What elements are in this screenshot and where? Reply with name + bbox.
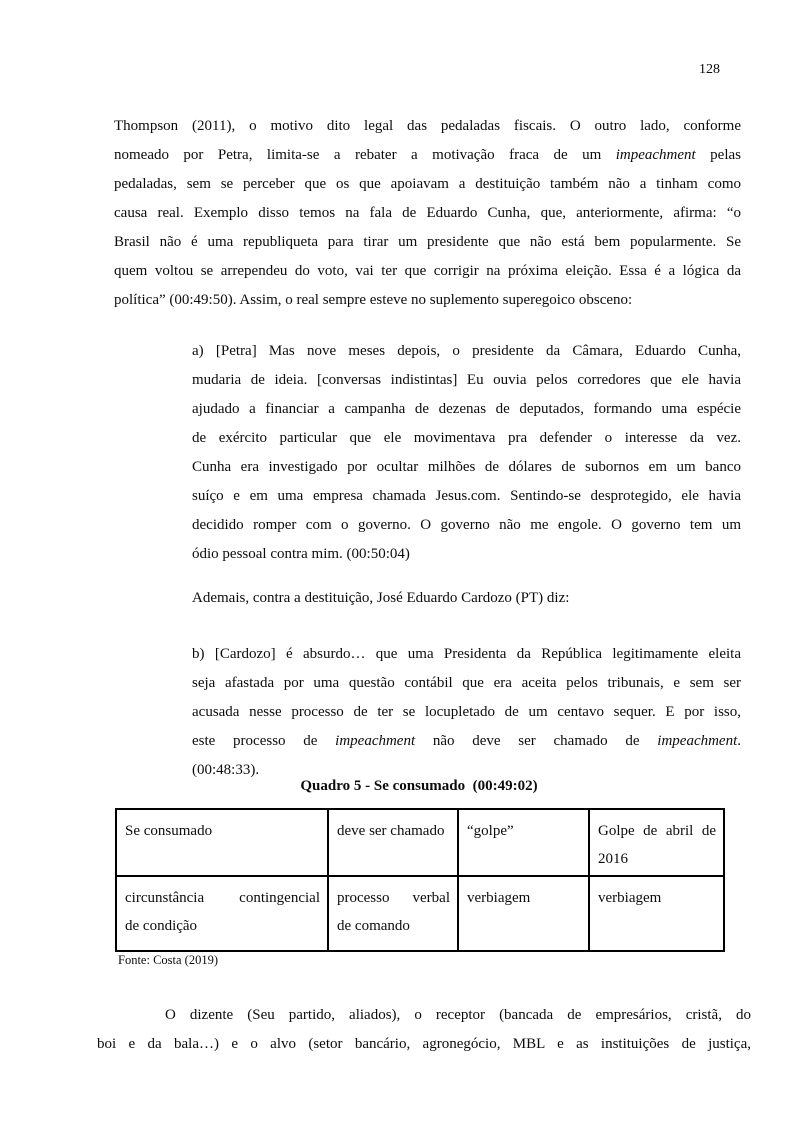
text-line: Thompson (2011), o motivo dito legal das pedaladas fiscais. O outro lado, conforme	[114, 118, 741, 134]
paragraph-ademais: Ademais, contra a destituição, José Eduardo Cardozo (PT) diz:	[192, 590, 570, 606]
text-line: política” (00:49:50). Assim, o real sempre esteve no suplemento superegoico obsceno:	[114, 292, 633, 308]
text-line: verbiagem	[598, 890, 662, 906]
table-cell	[458, 809, 589, 876]
table-cell	[458, 876, 589, 951]
text-line: a) [Petra] Mas nove meses depois, o presidente da Câmara, Eduardo Cunha,	[192, 343, 741, 359]
table-cell	[328, 809, 458, 876]
text-line: suíço e em uma empresa chamada Jesus.com. Sentindo-se desprotegido, ele havia	[192, 488, 741, 504]
text-line: Cunha era investigado por ocultar milhões de dólares de subornos em um banco	[192, 459, 741, 475]
table-cell	[589, 876, 724, 951]
text-line: seja afastada por uma questão contábil que era aceita pelos tribunais, e sem ser	[192, 675, 741, 691]
table-caption: Quadro 5 - Se consumado (00:49:02)	[300, 778, 538, 794]
content-table-wrapper	[115, 808, 725, 952]
text-line: pedaladas, sem se perceber que os que apoiavam a destituição também não a tinham como	[114, 176, 741, 192]
text-line: Brasil não é uma republiqueta para tirar um presidente que não está bem popularmente. Se	[114, 234, 741, 250]
text-line: (00:48:33).	[192, 762, 260, 778]
text-line: Se consumado	[125, 823, 213, 839]
text-line: de comando	[337, 918, 410, 934]
table-cell	[116, 809, 328, 876]
content-table	[115, 808, 725, 952]
paragraph-closing	[97, 1001, 751, 1059]
text-line: de condição	[125, 918, 198, 934]
text-line: “golpe”	[467, 823, 514, 839]
page-number: 128	[699, 62, 720, 77]
text-line: 2016	[598, 851, 628, 867]
text-line: b) [Cardozo] é absurdo… que uma Presidenta da República legitimamente eleita	[192, 646, 741, 662]
text-line: Golpe de abril de	[598, 823, 716, 839]
table-cell	[589, 809, 724, 876]
table-row	[116, 876, 724, 951]
text-line: nomeado por Petra, limita-se a rebater a motivação fraca de um impeachment pelas	[114, 147, 741, 163]
text-line: de exército particular que ele movimentava pra defender o interesse da vez.	[192, 430, 741, 446]
text-line: ódio pessoal contra mim. (00:50:04)	[192, 546, 410, 562]
source-note: Fonte: Costa (2019)	[118, 953, 218, 967]
text-line: acusada nesse processo de ter se locupletado de um centavo sequer. E por isso,	[192, 704, 741, 720]
text-line: decidido romper com o governo. O governo não me engole. O governo tem um	[192, 517, 741, 533]
text-line: boi e da bala…) e o alvo (setor bancário, agronegócio, MBL e as instituições de justiça,	[97, 1036, 751, 1052]
block-quote-a	[192, 337, 741, 569]
table-row	[116, 809, 724, 876]
text-line: ajudado a financiar a campanha de dezenas de deputados, formando uma espécie	[192, 401, 741, 417]
table-cell	[328, 876, 458, 951]
paragraph-main	[114, 112, 741, 315]
text-line: este processo de impeachment não deve ser chamado de impeachment.	[192, 733, 742, 749]
text-line: O dizente (Seu partido, aliados), o receptor (bancada de empresários, cristã, do	[165, 1007, 751, 1023]
block-quote-b	[192, 640, 741, 785]
text-line: verbiagem	[467, 890, 531, 906]
text-line: processo verbal	[337, 890, 450, 906]
text-line: circunstância contingencial	[125, 890, 320, 906]
text-line: deve ser chamado	[337, 823, 445, 839]
text-line: causa real. Exemplo disso temos na fala de Eduardo Cunha, que, anteriormente, afirma: “o	[114, 205, 741, 221]
text-line: mudaria de ideia. [conversas indistintas] Eu ouvia pelos corredores que ele havia	[192, 372, 741, 388]
table-cell	[116, 876, 328, 951]
text-line: quem voltou se arrependeu do voto, vai ter que corrigir na próxima eleição. Essa é a lógica da	[114, 263, 741, 279]
